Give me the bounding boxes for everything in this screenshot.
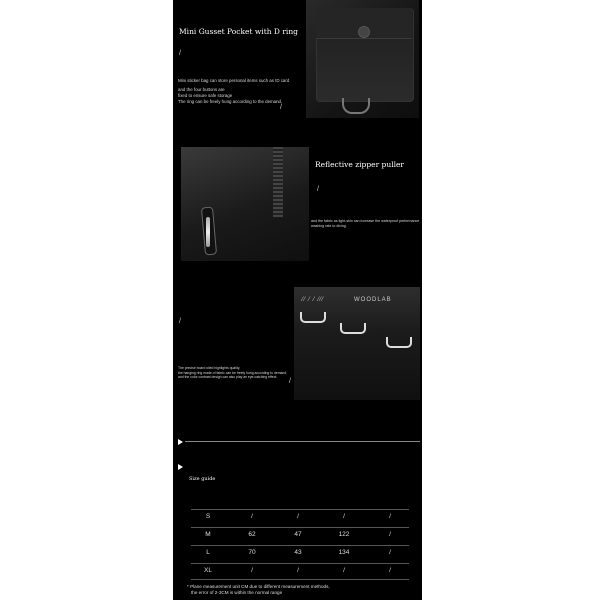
- note-line: the error of 2-3CM is within the normal range: [191, 590, 283, 595]
- table-cell: 70: [248, 549, 256, 556]
- size-cell: XL: [204, 567, 212, 574]
- table-cell: 122: [338, 531, 350, 538]
- desc-line: and the fabric as light-skin can increase the waterproof performance: [311, 219, 420, 223]
- triangle-icon: [178, 439, 183, 445]
- table-cell: /: [389, 531, 391, 538]
- desc-line: the hanging ring made of fabric can be freely hung according to demand,: [178, 370, 288, 375]
- desc-line: washing rate to diving.: [311, 224, 347, 228]
- table-cell: 43: [294, 549, 302, 556]
- table-cell: /: [343, 567, 345, 574]
- table-cell: /: [297, 567, 299, 574]
- size-cell: L: [206, 549, 210, 556]
- table-cell: 62: [248, 531, 256, 538]
- size-cell: S: [205, 513, 211, 520]
- table-cell: 134: [338, 549, 350, 556]
- section2-slash: /: [317, 186, 319, 193]
- d-ring: [342, 98, 370, 114]
- desc-line: fixed to ensure safe storage: [178, 93, 233, 98]
- zipper-teeth: [273, 147, 283, 217]
- table-row: [191, 545, 409, 564]
- triangle-icon: [178, 464, 183, 470]
- table-cell: /: [251, 513, 253, 520]
- loops-photo: [294, 287, 420, 400]
- section2-description: [311, 219, 421, 229]
- size-guide-notes: [187, 584, 330, 596]
- pocket-photo: [306, 0, 419, 118]
- desc-line: The precise board oiled highlights quality,: [178, 366, 241, 370]
- snap-button: [358, 26, 370, 38]
- table-row: [191, 527, 409, 546]
- table-cell: /: [389, 567, 391, 574]
- size-guide-title: Size guide: [189, 476, 216, 482]
- table-row: [191, 509, 409, 528]
- section3-slash-2: /: [289, 378, 291, 385]
- hanging-loop: [386, 337, 412, 348]
- section1-slash-2: /: [280, 104, 282, 111]
- section3-slash: /: [179, 318, 181, 325]
- zipper-photo: [181, 147, 309, 261]
- product-detail-panel: [173, 0, 422, 600]
- desc-line: and the color contrast design can also play an eye-catching effect.: [178, 375, 278, 379]
- section2-title: Reflective zipper puller: [315, 160, 405, 169]
- section1-slash: /: [179, 50, 181, 57]
- desc-line: The ring can be freely hung according to the demand.: [178, 99, 283, 104]
- table-cell: /: [389, 549, 391, 556]
- reflective-strip: [206, 217, 210, 247]
- section3-description: [178, 366, 296, 380]
- section1-title: Mini Gusset Pocket with D ring: [179, 27, 298, 36]
- desc-line: and the four buttons are: [178, 87, 225, 92]
- desc-line: Mini sticker bag can store personal items such as ID card: [178, 78, 290, 83]
- table-cell: 47: [294, 531, 302, 538]
- table-row: [191, 563, 409, 580]
- table-cell: /: [389, 513, 391, 520]
- hanging-loop: [340, 323, 366, 334]
- note-line: * Plane measurement unit CM due to different measurement methods,: [187, 584, 330, 589]
- brand-mark: ⁄⁄ ⁄ ⁄ ⁄⁄⁄: [302, 297, 325, 303]
- table-cell: /: [251, 567, 253, 574]
- brand-logo: WOODLAB: [354, 297, 392, 303]
- table-cell: /: [297, 513, 299, 520]
- section1-description: [178, 78, 303, 105]
- hanging-loop: [300, 312, 326, 323]
- table-cell: /: [343, 513, 345, 520]
- divider: [185, 441, 420, 442]
- size-cell: M: [205, 531, 211, 538]
